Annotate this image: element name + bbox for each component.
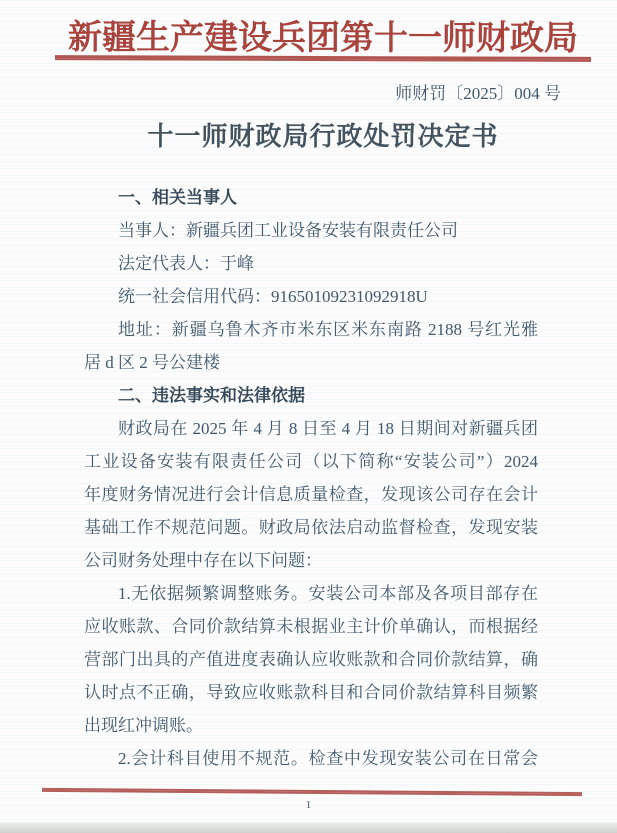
body-line: 财政局在 2025 年 4 月 8 日至 4 月 18 日期间对新疆兵团	[118, 419, 538, 438]
letterhead-separator-line	[55, 55, 591, 62]
body-line: 出现红冲调账。	[84, 716, 203, 735]
section-heading: 二、违法事实和法律依据	[118, 386, 305, 405]
page-number: 1	[305, 799, 312, 811]
footer-separator-line	[42, 788, 582, 796]
body-line: 居 d 区 2 号公建楼	[84, 353, 220, 372]
section-heading: 一、相关当事人	[118, 188, 237, 207]
document-number: 师财罚〔2025〕004 号	[395, 84, 561, 103]
body-line: 认时点不正确，导致应收账款科目和合同价款结算科目频繁	[84, 683, 538, 702]
body-line: 营部门出具的产值进度表确认应收账款和合同价款结算，确	[84, 650, 538, 669]
body-line: 公司财务处理中存在以下问题：	[84, 551, 322, 570]
letterhead-agency-name: 新疆生产建设兵团第十一师财政局	[67, 19, 579, 58]
document-body	[84, 181, 538, 775]
body-line: 地址：新疆乌鲁木齐市米东区米东南路 2188 号红光雅	[118, 320, 538, 339]
body-line: 统一社会信用代码：91650109231092918U	[118, 287, 428, 306]
body-line: 当事人：新疆兵团工业设备安装有限责任公司	[118, 221, 458, 240]
body-line: 1.无依据频繁调整账务。安装公司本部及各项目部存在	[118, 584, 538, 603]
body-line: 基础工作不规范问题。财政局依法启动监督检查，发现安装	[84, 518, 538, 537]
body-line: 年度财务情况进行会计信息质量检查，发现该公司存在会计	[84, 485, 538, 504]
body-line: 法定代表人：于峰	[118, 254, 254, 273]
body-line: 应收账款、合同价款结算未根据业主计价单确认，而根据经	[84, 617, 538, 636]
body-line: 工业设备安装有限责任公司（以下简称“安装公司”）2024	[84, 452, 538, 471]
scan-bottom-edge	[0, 822, 617, 833]
document-title: 十一师财政局行政处罚决定书	[147, 122, 499, 151]
body-line: 2.会计科目使用不规范。检查中发现安装公司在日常会	[118, 749, 538, 768]
